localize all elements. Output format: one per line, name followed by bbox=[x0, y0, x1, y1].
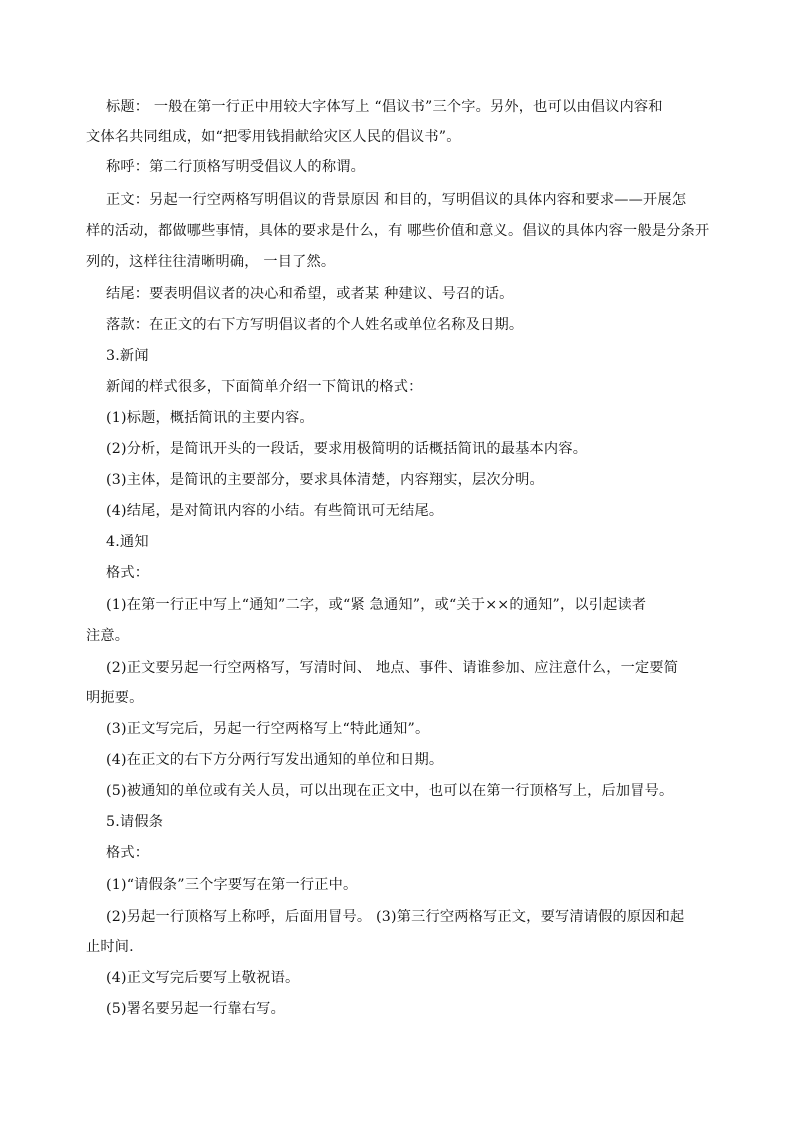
news-item-2: (2)分析，是简讯开头的一段话，要求用极简明的话概括简讯的最基本内容。 bbox=[106, 441, 588, 457]
paragraph-signature: 落款：在正文的右下方写明倡议者的个人姓名或单位名称及日期。 bbox=[106, 317, 524, 333]
paragraph-salutation: 称呼：第二行顶格写明受倡议人的称谓。 bbox=[106, 159, 365, 175]
notice-item-2-line-1: (2)正文要另起一行空两格写，写清时间、 地点、事件、请谁参加、应注意什么，一定要简 bbox=[106, 660, 679, 676]
paragraph-title-line-2: 文体名共同组成，如“把零用钱捐献给灾区人民的倡议书”。 bbox=[86, 129, 461, 145]
section-heading-news: 3.新闻 bbox=[106, 348, 149, 364]
leave-note-format-label: 格式： bbox=[106, 845, 150, 861]
section-heading-leave-note: 5.请假条 bbox=[106, 814, 164, 830]
paragraph-body-line-3: 列的，这样往往清晰明确， 一目了然。 bbox=[86, 254, 336, 270]
leave-note-item-2-line-1: (2)另起一行顶格写上称呼，后面用冒号。 (3)第三行空两格写正文，要写清请假的原因和起 bbox=[106, 909, 685, 925]
notice-item-3: (3)正文写完后，另起一行空两格写上“特此通知”。 bbox=[106, 721, 430, 737]
news-item-3: (3)主体，是简讯的主要部分，要求具体清楚，内容翔实，层次分明。 bbox=[106, 472, 544, 488]
notice-format-label: 格式： bbox=[106, 565, 150, 581]
leave-note-item-4: (4)正文写完后要写上敬祝语。 bbox=[106, 970, 300, 986]
news-intro: 新闻的样式很多，下面简单介绍一下简讯的格式： bbox=[106, 379, 423, 395]
news-item-4: (4)结尾，是对简讯内容的小结。有些简讯可无结尾。 bbox=[106, 503, 444, 519]
paragraph-body-line-1: 正文：另起一行空两格写明倡议的背景原因 和目的，写明倡议的具体内容和要求——开展怎 bbox=[106, 192, 687, 208]
section-heading-notice: 4.通知 bbox=[106, 534, 149, 550]
notice-item-2-line-2: 明扼要。 bbox=[86, 690, 144, 706]
notice-item-4: (4)在正文的右下方分两行写发出通知的单位和日期。 bbox=[106, 752, 444, 768]
notice-item-5: (5)被通知的单位或有关人员，可以出现在正文中，也可以在第一行顶格写上，后加冒号。 bbox=[106, 783, 674, 799]
leave-note-item-2-line-2: 止时间. bbox=[86, 939, 134, 955]
notice-item-1-line-2: 注意。 bbox=[86, 628, 130, 644]
news-item-1: (1)标题，概括简讯的主要内容。 bbox=[106, 410, 314, 426]
paragraph-ending: 结尾：要表明倡议者的决心和希望，或者某 种建议、号召的话。 bbox=[106, 286, 514, 302]
notice-item-1-line-1: (1)在第一行正中写上“通知”二字，或“紧 急通知”，或“关于××的通知”，以引起读者 bbox=[106, 597, 647, 613]
paragraph-title-line-1: 标题： 一般在第一行正中用较大字体写上 “倡议书”三个字。另外，也可以由倡议内容和 bbox=[106, 99, 663, 115]
leave-note-item-1: (1)“请假条”三个字要写在第一行正中。 bbox=[106, 877, 358, 893]
leave-note-item-5: (5)署名要另起一行靠右写。 bbox=[106, 1001, 285, 1017]
paragraph-body-line-2: 样的活动，都做哪些事情，具体的要求是什么，有 哪些价值和意义。倡议的具体内容一般是分条开 bbox=[86, 223, 710, 239]
